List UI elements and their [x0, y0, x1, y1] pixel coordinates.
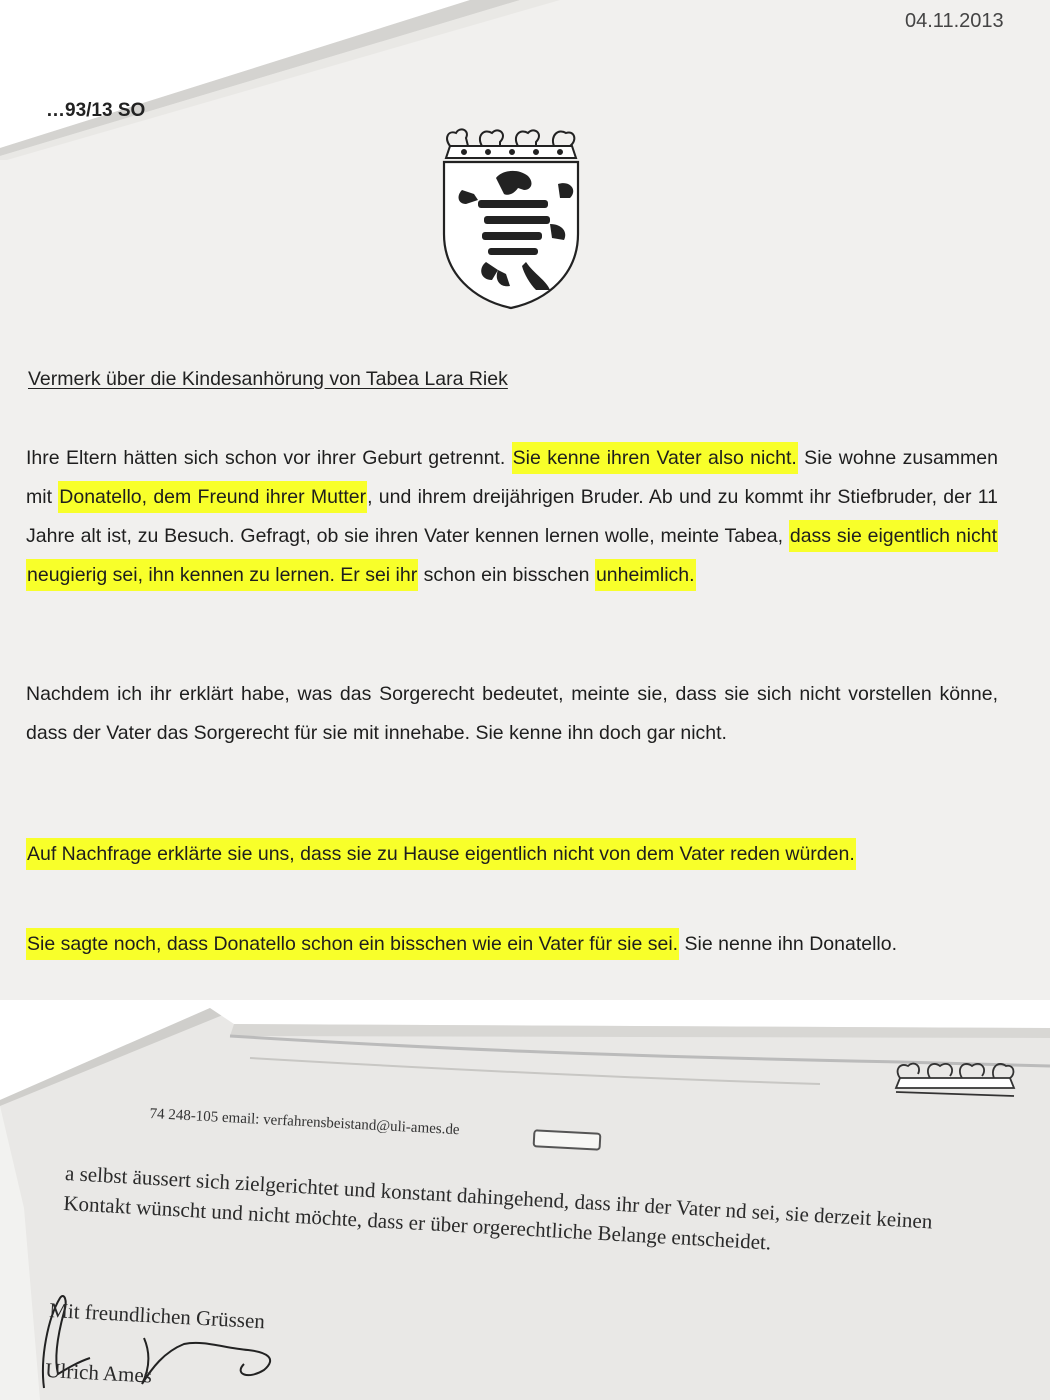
text-segment: Sie wohne zusammen mit	[26, 447, 998, 508]
highlighted-text: Sie sagte noch, dass Donatello schon ein bisschen wie ein Vater für sie sei.	[26, 928, 679, 960]
paragraph-family-situation	[26, 439, 998, 595]
highlighted-text: unheimlich.	[595, 559, 696, 591]
highlighted-text: dass sie eigentlich nicht neugierig sei, ihn kennen zu lernen. Er sei ihr	[26, 520, 998, 591]
scan-divider	[0, 1000, 1050, 1008]
document-date: 04.11.2013	[905, 10, 1004, 32]
signer-name: Ulrich Ames	[44, 1358, 153, 1388]
text-segment: Ihre Eltern hätten sich schon vor ihrer Geburt getrennt.	[26, 447, 512, 469]
reference-number: …93/13 SO	[46, 100, 146, 121]
highlighted-text: Auf Nachfrage erklärte sie uns, dass sie zu Hause eigentlich nicht von dem Vater reden würden.	[26, 838, 856, 870]
contact-line: 74 248-105 email: verfahrensbeistand@uli-ames.de	[149, 1106, 460, 1139]
paragraph-custody-explanation: Nachdem ich ihr erklärt habe, was das Sorgerecht bedeutet, meinte sie, dass sie sich nicht vorstellen könne, dass der Vater das Sorgerecht für sie mit innehabe. Sie kenne ihn doch gar nicht.	[26, 683, 998, 744]
text-segment: , und ihrem dreijährigen Bruder. Ab und zu kommt ihr Stiefbruder, der 11 Jahre alt ist, zu Besuch. Gefragt, ob sie ihren Vater kennen lernen wolle, meinte Tabea,	[26, 486, 998, 547]
paragraph-donatello	[26, 925, 998, 964]
statement-paragraph: a selbst äussert sich zielgerichtet und konstant dahingehend, dass ihr der Vater nd sei, sie derzeit keinen Kontakt wünscht und nicht möchte, dass er über orgerechtliche Belange entscheidet.	[62, 1160, 934, 1255]
crown-icon	[890, 1058, 1020, 1108]
closing-salutation: Mit freundlichen Grüssen	[48, 1298, 266, 1334]
highlighted-text: Sie kenne ihren Vater also nicht.	[512, 442, 798, 474]
text-segment: schon ein bisschen	[418, 564, 595, 586]
staple-hole-icon	[530, 1126, 610, 1156]
document-title: Vermerk über die Kindesanhörung von Tabea Lara Riek	[28, 368, 508, 390]
scan-bottom-page	[0, 1008, 1050, 1400]
highlighted-text: Donatello, dem Freund ihrer Mutter	[58, 481, 367, 513]
text-segment: Sie nenne ihn Donatello.	[679, 933, 898, 955]
paragraph-home-conversation	[26, 835, 998, 874]
hessen-coat-of-arms-icon	[438, 124, 584, 310]
